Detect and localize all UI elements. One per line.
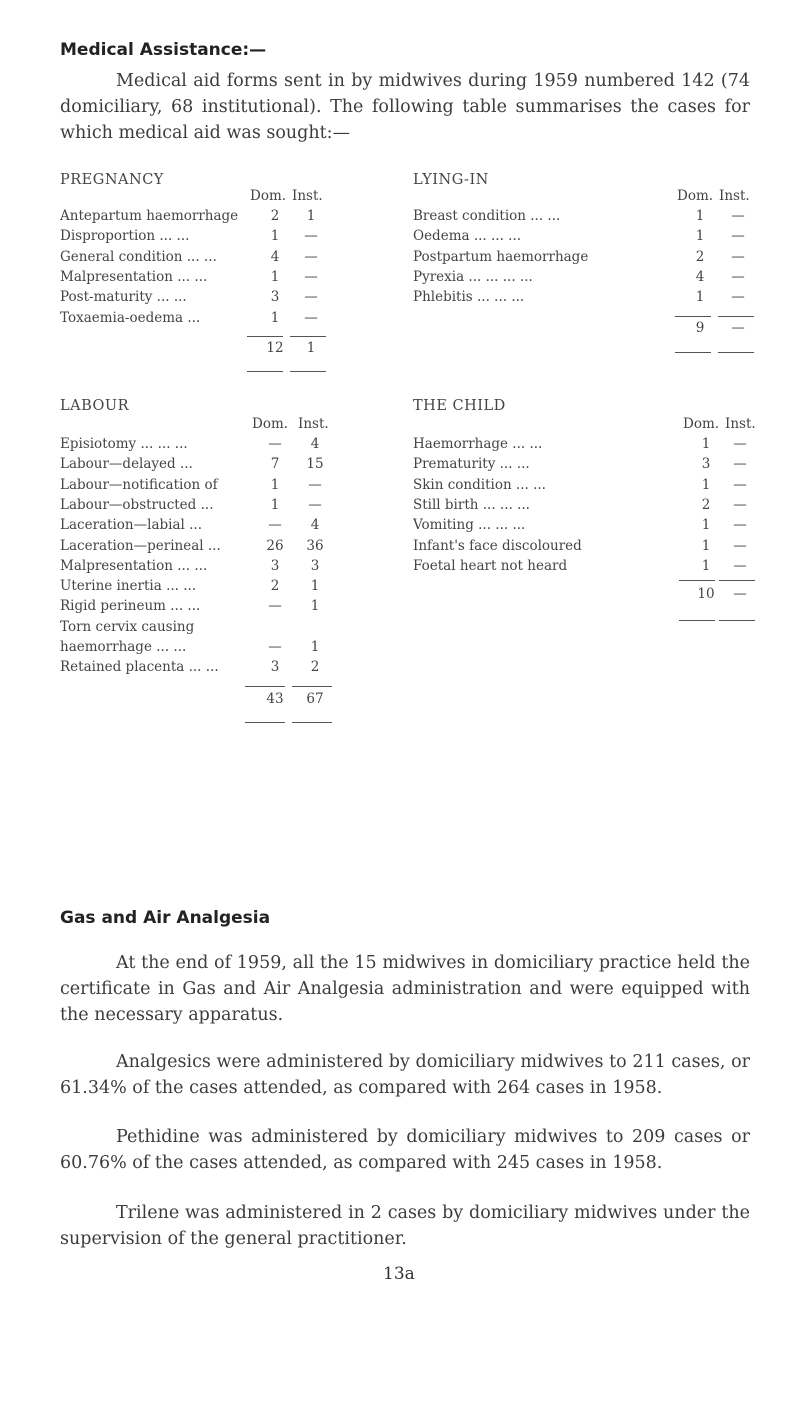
section-heading-gas-and-air: Gas and Air Analgesia (60, 908, 271, 928)
row-dom-value: — (268, 436, 282, 452)
row-label: Malpresentation ... ... (60, 268, 208, 285)
table-row (60, 269, 360, 289)
row-dom-value: — (268, 517, 282, 534)
table-row (413, 456, 773, 476)
column-header-dom: Dom. (250, 188, 287, 204)
total-dom: 12 (266, 340, 284, 356)
pregnancy-table (60, 172, 360, 356)
table-row (60, 208, 360, 228)
row-label: Labour—obstructed ... (60, 496, 214, 513)
total-rule (679, 580, 715, 581)
row-dom-value: — (268, 639, 282, 655)
row-dom-value: 2 (270, 208, 280, 224)
row-dom-value: 4 (695, 268, 705, 285)
row-label: Oedema ... ... ... (413, 228, 522, 245)
table-row (60, 639, 360, 659)
row-label: Postpartum haemorrhage (413, 248, 589, 265)
total-dom: 43 (266, 691, 284, 707)
row-dom-value: 2 (701, 496, 711, 513)
row-inst-value: — (733, 436, 747, 452)
column-header-inst: Inst. (719, 188, 750, 204)
row-inst-value: 2 (310, 659, 320, 676)
table-row (60, 228, 360, 248)
row-dom-value: 2 (270, 578, 280, 595)
row-label: Antepartum haemorrhage (60, 208, 239, 224)
total-rule (292, 722, 332, 723)
table-row (413, 538, 773, 558)
gas-air-paragraph-3: Pethidine was administered by domiciliary midwives to 209 cases or 60.76% of the cases attended, as compared with 245 cases in 1958. (60, 1127, 750, 1173)
total-dom: 10 (697, 586, 715, 602)
row-dom-value: 4 (270, 248, 280, 265)
table-row (413, 208, 773, 228)
row-dom-value: 1 (695, 228, 705, 245)
row-inst-value: — (733, 496, 747, 513)
row-inst-value: 1 (310, 578, 320, 595)
table-row (60, 598, 360, 618)
row-label: Uterine inertia ... ... (60, 578, 197, 595)
table-row (413, 249, 773, 269)
row-inst-value: 4 (310, 517, 320, 534)
row-inst-value: 36 (306, 537, 324, 554)
row-label: Infant's face discoloured (413, 537, 582, 554)
table-row (60, 289, 360, 309)
row-dom-value: 1 (701, 436, 711, 452)
row-inst-value: — (304, 268, 318, 285)
total-dom: 9 (695, 320, 705, 336)
row-label: Still birth ... ... ... (413, 496, 530, 513)
row-dom-value: 1 (695, 208, 705, 224)
table-row (60, 436, 360, 456)
row-inst-value: — (733, 456, 747, 473)
row-dom-value: 3 (270, 659, 280, 676)
table-row (60, 310, 360, 330)
row-label: Rigid perineum ... ... (60, 598, 201, 615)
row-label: Phlebitis ... ... ... (413, 289, 525, 306)
row-dom-value: 1 (270, 496, 280, 513)
row-inst-value: 1 (306, 208, 316, 224)
table-row (413, 436, 773, 456)
column-header-dom: Dom. (252, 416, 289, 432)
total-rule (245, 722, 285, 723)
table-row (413, 558, 773, 578)
table-row (60, 659, 360, 679)
row-label: Episiotomy ... ... ... (60, 436, 188, 452)
table-row (60, 558, 360, 578)
row-label: Labour—notification of (60, 476, 218, 493)
row-inst-value: 15 (306, 456, 324, 473)
row-dom-value: 1 (701, 517, 711, 534)
table-row (60, 249, 360, 269)
row-dom-value: 3 (701, 456, 711, 473)
row-label: Laceration—labial ... (60, 517, 202, 534)
total-rule (292, 686, 332, 687)
row-inst-value: — (308, 476, 322, 493)
lying-in-table (413, 172, 773, 352)
row-inst-value: — (731, 289, 745, 306)
total-inst: 67 (306, 691, 324, 707)
row-inst-value: — (733, 517, 747, 534)
column-header-inst: Inst. (725, 416, 756, 432)
row-inst-value: — (304, 228, 318, 245)
row-dom-value: 1 (270, 228, 280, 245)
table-row (413, 289, 773, 309)
row-dom-value: 1 (695, 289, 705, 306)
row-inst-value: — (304, 248, 318, 265)
table-row (413, 269, 773, 289)
total-inst: — (733, 586, 747, 602)
row-dom-value: 1 (270, 309, 280, 326)
table-row (60, 517, 360, 537)
table-row (60, 578, 360, 598)
table-row (60, 477, 360, 497)
row-label: Malpresentation ... ... (60, 557, 208, 574)
row-inst-value: — (731, 268, 745, 285)
row-label: Labour—delayed ... (60, 456, 193, 473)
row-label: Breast condition ... ... (413, 208, 561, 224)
column-header-dom: Dom. (683, 416, 720, 432)
total-rule (247, 371, 283, 372)
row-inst-value: — (731, 228, 745, 245)
intro-paragraph: Medical aid forms sent in by midwives during 1959 numbered 142 (74 domiciliary, 68 institutional). The following table summarises the cases for which medical aid was sought:— (60, 71, 750, 143)
row-label: Post-maturity ... ... (60, 289, 187, 306)
row-inst-value: 1 (310, 639, 320, 655)
row-dom-value: 1 (701, 537, 711, 554)
row-dom-value: — (268, 598, 282, 615)
row-label: General condition ... ... (60, 248, 217, 265)
table-row (60, 456, 360, 476)
gas-air-paragraph-4: Trilene was administered in 2 cases by domiciliary midwives under the supervision of the general practitioner. (60, 1203, 750, 1249)
row-dom-value: 1 (701, 476, 711, 493)
row-inst-value: — (308, 496, 322, 513)
row-inst-value: — (731, 208, 745, 224)
total-rule (247, 336, 283, 337)
row-label: Pyrexia ... ... ... ... (413, 268, 533, 285)
gas-air-paragraph-1: At the end of 1959, all the 15 midwives in domiciliary practice held the certificate in Gas and Air Analgesia administration and were equipped with the necessary apparatus. (60, 953, 750, 1025)
row-dom-value: 26 (266, 537, 284, 554)
table-row (60, 497, 360, 517)
row-inst-value: 4 (310, 436, 320, 452)
row-dom-value: 1 (701, 557, 711, 574)
row-inst-value: 1 (310, 598, 320, 615)
row-label: Retained placenta ... ... (60, 659, 219, 676)
total-inst: — (731, 320, 745, 336)
section-heading-medical-assistance: Medical Assistance:— (60, 40, 267, 60)
row-label: Skin condition ... ... (413, 476, 546, 493)
table-title: LABOUR (60, 398, 130, 414)
row-dom-value: 1 (270, 476, 280, 493)
row-label: Prematurity ... ... (413, 456, 530, 473)
row-inst-value: — (733, 557, 747, 574)
row-label: Haemorrhage ... ... (413, 436, 543, 452)
total-rule (245, 686, 285, 687)
row-label: Foetal heart not heard (413, 557, 568, 574)
total-rule (675, 352, 711, 353)
row-dom-value: 7 (270, 456, 280, 473)
row-label: Torn cervix causing (60, 618, 195, 635)
table-title: THE CHILD (413, 398, 506, 414)
column-header-inst: Inst. (298, 416, 329, 432)
total-rule (675, 316, 711, 317)
row-inst-value: — (304, 289, 318, 306)
table-title: PREGNANCY (60, 172, 164, 188)
total-rule (719, 620, 755, 621)
total-rule (718, 316, 754, 317)
row-inst-value: — (304, 309, 318, 326)
table-title: LYING-IN (413, 172, 489, 188)
table-row (413, 497, 773, 517)
row-dom-value: 1 (270, 268, 280, 285)
table-row (60, 619, 360, 639)
row-inst-value: — (731, 248, 745, 265)
row-label: Disproportion ... ... (60, 228, 190, 245)
row-label: haemorrhage ... ... (60, 639, 187, 655)
gas-air-paragraph-2: Analgesics were administered by domiciliary midwives to 211 cases, or 61.34% of the cases attended, as compared with 264 cases in 1958. (60, 1052, 750, 1098)
table-row (413, 228, 773, 248)
total-inst: 1 (306, 340, 316, 356)
table-row (60, 538, 360, 558)
total-rule (290, 336, 326, 337)
total-rule (679, 620, 715, 621)
total-rule (290, 371, 326, 372)
row-dom-value: 3 (270, 289, 280, 306)
row-inst-value: — (733, 537, 747, 554)
row-label: Vomiting ... ... ... (413, 517, 526, 534)
table-row (413, 477, 773, 497)
labour-table (60, 398, 360, 818)
row-label: Toxaemia-oedema ... (60, 309, 201, 326)
row-dom-value: 2 (695, 248, 705, 265)
row-inst-value: — (733, 476, 747, 493)
table-row (413, 517, 773, 537)
row-label: Laceration—perineal ... (60, 537, 221, 554)
column-header-inst: Inst. (292, 188, 323, 204)
child-table (413, 398, 773, 698)
total-rule (718, 352, 754, 353)
column-header-dom: Dom. (677, 188, 714, 204)
total-rule (719, 580, 755, 581)
page-number: 13a (383, 1264, 415, 1284)
row-inst-value: 3 (310, 557, 320, 574)
row-dom-value: 3 (270, 557, 280, 574)
